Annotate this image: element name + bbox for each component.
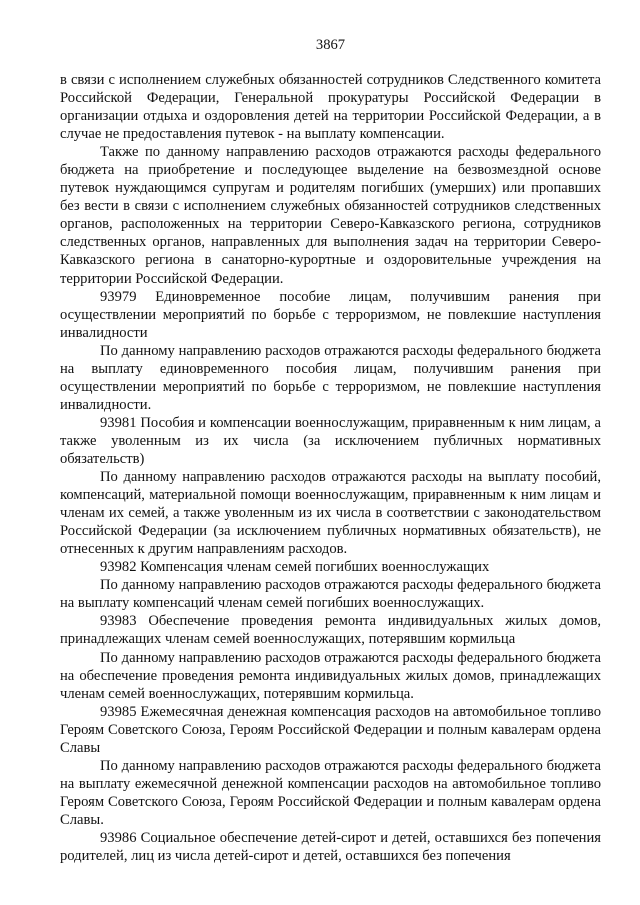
section-heading: 93979 Единовременное пособие лицам, получившим ранения при осуществлении мероприятий по борьбе с терроризмом, не повлекшие наступления инвалидности [60,288,601,341]
paragraph: Также по данному направлению расходов отражаются расходы федерального бюджета на приобретение и последующее выделение на безвозмездной основе путевок нуждающимся супругам и родителям погибших (умерших) или пропавших без вести в связи с исполнением служебных обязанностей сотрудников следственных органов, расположенных на территории Северо-Кавказского региона, сотрудников следственных органов, направленных для выполнения задач на территории Северо-Кавказского региона в санаторно-курортные и оздоровительные учреждения на территории Российской Федерации. [60,144,601,287]
paragraph: По данному направлению расходов отражаются расходы на выплату пособий, компенсаций, материальной помощи военнослужащим, приравненным к ним лицам и членам их семей, а также уволенным из их числа в соответствии с законодательством Российской Федерации (за исключением публичных нормативных обязательств), не отнесенных к другим направлениям расходов. [60,469,601,558]
paragraph: По данному направлению расходов отражаются расходы федерального бюджета на выплату единовременного пособия лицам, получившим ранения при осуществлении мероприятий по борьбе с терроризмом, не повлекшие наступления инвалидности. [60,342,601,413]
paragraph: в связи с исполнением служебных обязанностей сотрудников Следственного комитета Российской Федерации, Генеральной прокуратуры Российской Федерации в организации отдыха и оздоровления детей на территории Российской Федерации, а в случае не предоставления путевок - на выплату компенсации. [60,72,601,143]
section-heading: 93985 Ежемесячная денежная компенсация расходов на автомобильное топливо Героям Советского Союза, Героям Российской Федерации и полным кавалерам ордена Славы [60,703,601,756]
section-heading: 93982 Компенсация членам семей погибших военнослужащих [100,559,490,576]
paragraph: По данному направлению расходов отражаются расходы федерального бюджета на выплату компенсаций членам семей погибших военнослужащих. [60,577,601,612]
section-heading: 93981 Пособия и компенсации военнослужащим, приравненным к ним лицам, а также уволенным из их числа (за исключением публичных нормативных обязательств) [60,414,601,467]
section-heading: 93983 Обеспечение проведения ремонта индивидуальных жилых домов, принадлежащих членам семей военнослужащих, потерявшим кормильца [60,613,601,648]
section-heading: 93986 Социальное обеспечение детей-сирот и детей, оставшихся без попечения родителей, лиц из числа детей-сирот и детей, оставшихся без попечения [60,829,601,865]
paragraph: По данному направлению расходов отражаются расходы федерального бюджета на обеспечение проведения ремонта индивидуальных жилых домов, принадлежащих членам семей военнослужащих, потерявшим кормильца. [60,649,601,702]
paragraph: По данному направлению расходов отражаются расходы федерального бюджета на выплату ежемесячной денежной компенсации расходов на автомобильное топливо Героям Советского Союза, Героям Российской Федерации и полным кавалерам ордена Славы. [60,757,601,828]
document-page [60,36,601,865]
page-number: 3867 [315,37,346,53]
